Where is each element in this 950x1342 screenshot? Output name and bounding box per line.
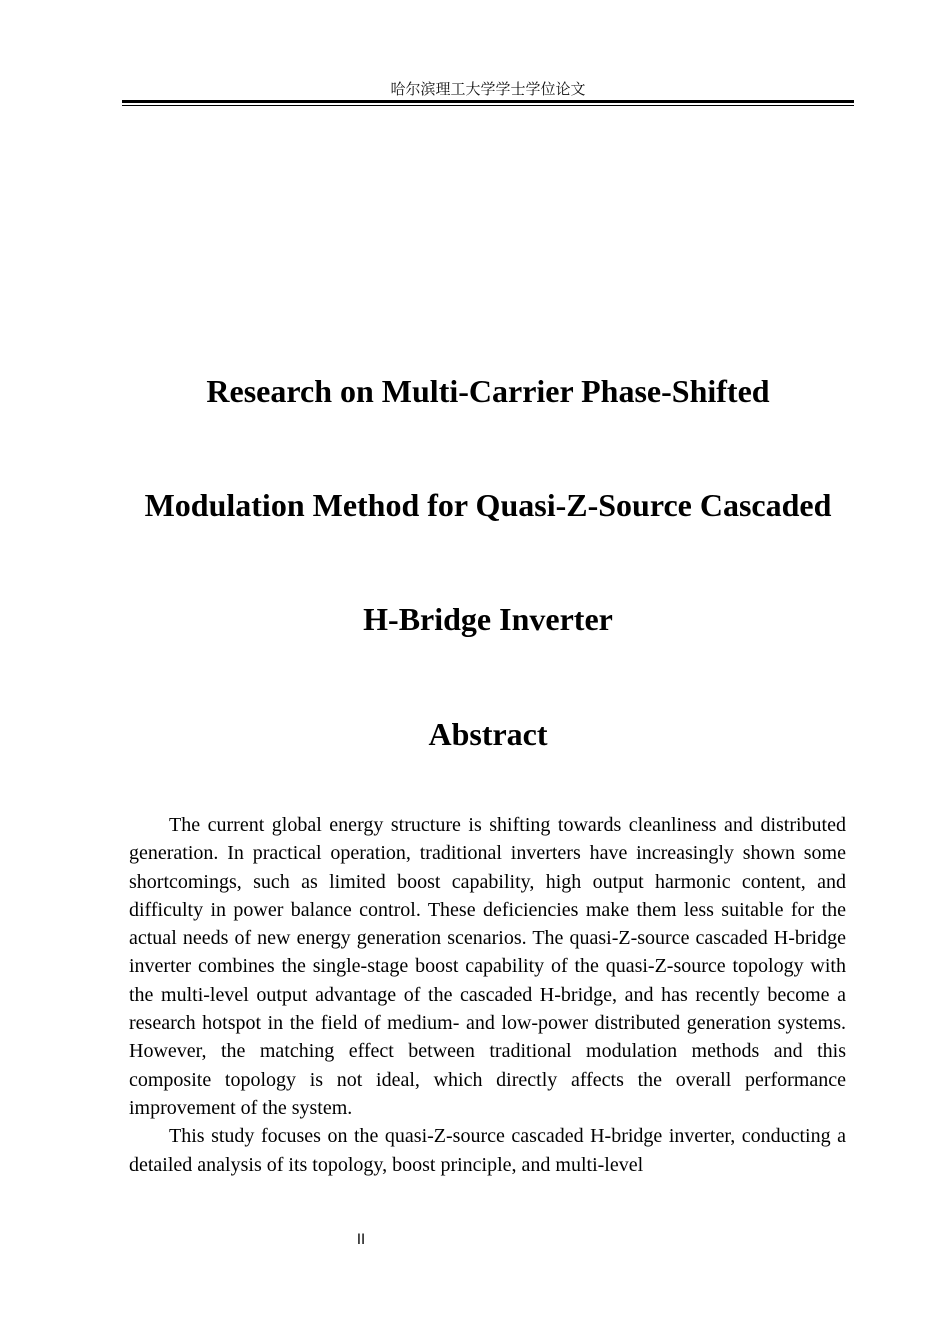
running-header: 哈尔滨理工大学学士学位论文 [390, 80, 586, 98]
header-rule-thin [122, 105, 854, 106]
header-rule-thick [122, 100, 854, 103]
abstract-paragraph-1: The current global energy structure is shifting towards cleanliness and distributed generation. In practical operation, traditional inverters have increasingly shown some shortcomings, such as limited boost capability, high output harmonic content, and difficulty in power balance control. These deficiencies make them less suitable for the actual needs of new energy generation scenarios. The quasi-Z-source cascaded H-bridge inverter combines the single-stage boost capability of the quasi-Z-source topology with the multi-level output advantage of the cascaded H-bridge, and has recently become a research hotspot in the field of medium- and low-power distributed generation systems. However, the matching effect between traditional modulation methods and this composite topology is not ideal, which directly affects the overall performance improvement of the system. [129, 814, 846, 1119]
thesis-title-line-2: Modulation Method for Quasi-Z-Source Cascaded [144, 487, 832, 523]
thesis-title-line-3: H-Bridge Inverter [363, 601, 613, 637]
abstract-heading: Abstract [428, 716, 548, 752]
abstract-paragraph-2: This study focuses on the quasi-Z-source cascaded H-bridge inverter, conducting a detailed analysis of its topology, boost principle, and multi-level [129, 1125, 846, 1176]
abstract-body [129, 811, 846, 1179]
thesis-title-line-1: Research on Multi-Carrier Phase-Shifted [206, 373, 770, 409]
page-number: II [356, 1232, 366, 1248]
